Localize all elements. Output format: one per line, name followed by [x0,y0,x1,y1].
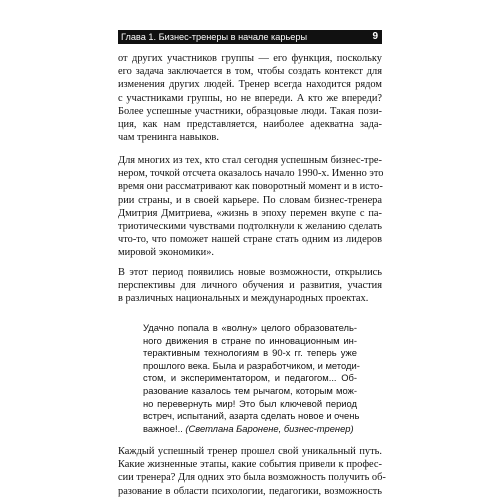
quote-line: стом, и экспериментатором, и педагогом... Об- [143,372,357,384]
paragraph-3 [118,266,382,306]
text-line: Более успешные участники, образцовые люди. Такая пози- [118,105,382,117]
running-header [118,30,382,44]
text-line: нером, точкой отсчета оказалось начало 1990-х. Именно это [118,168,384,180]
quote-line: но перевернуть мир! Это был ключевой период [143,397,357,409]
quote-line: разование казалось тем рычагом, которым мож- [143,384,357,396]
quote-line: ного движения в стране по инновационным ин- [143,334,357,346]
text-line: разование в области психологии, педагогики, возможность [118,485,382,497]
text-line: Дмитрия Дмитриева, «жизнь в эпоху перемен вкупе с па- [118,207,382,219]
text-line: триотическими чувствами подтолкнули к желанию сделать [118,221,382,233]
quote-line: встреч, испытаний, азарта сделать новое и очень [143,410,360,422]
text-line: от других участников группы — его функция, поскольку [118,53,382,64]
text-line: его задача заключается в том, чтобы создать контекст для [118,66,382,78]
text-line: изменения других людей. Тренер всегда находится рядом [118,79,382,91]
page-number: 9 [372,31,378,42]
quote-block [143,322,360,435]
text-line: Какие жизненные этапы, какие события привели к профес- [118,459,382,471]
text-line: сии тренера? Для одних это была возможность получить об- [118,472,386,484]
text-line: с участниками группы, но не впереди. А кто же впереди? [118,92,382,104]
text-line: мировой экономики». [118,247,214,259]
text-line: в различных национальных и международных проектах. [118,293,369,305]
quote-line: Удачно попала в «волну» целого образователь- [143,322,357,333]
text-line: время они рассматривают как поворотный момент и в исто- [118,181,383,193]
quote-attribution: (Светлана Баронене, бизнес-тренер) [185,422,354,434]
text-line: Для многих из тех, кто стал сегодня успешным бизнес-тре- [118,155,382,166]
quote-line: прошлого века. Была и разработчиком, и методи- [143,359,360,371]
text-line: рии страны, и в своей карьере. По словам бизнес-тренера [118,194,382,206]
quote-last-text: важное!.. [143,422,183,434]
chapter-title: Глава 1. Бизнес-тренеры в начале карьеры [121,32,308,42]
text-line: ция, как нам представляется, наиболее адекватна зада- [118,119,382,131]
paragraph-2 [118,154,382,260]
text-line: Каждый успешный тренер прошел свой уникальный путь. [118,446,382,457]
quote-line: терактивным технологиям в 90-х гг. теперь уже [143,347,357,359]
text-line: чам тренинга навыков. [118,132,219,144]
quote-final-line [143,423,357,436]
paragraph-1 [118,52,382,144]
paragraph-4 [118,445,386,498]
text-line: перспективы для личного обучения и развития, участия [118,280,382,292]
text-line: В этот период появились новые возможности, открылись [118,267,382,278]
text-line: что-то, что поможет нашей стране стать одним из лидеров [118,234,382,246]
